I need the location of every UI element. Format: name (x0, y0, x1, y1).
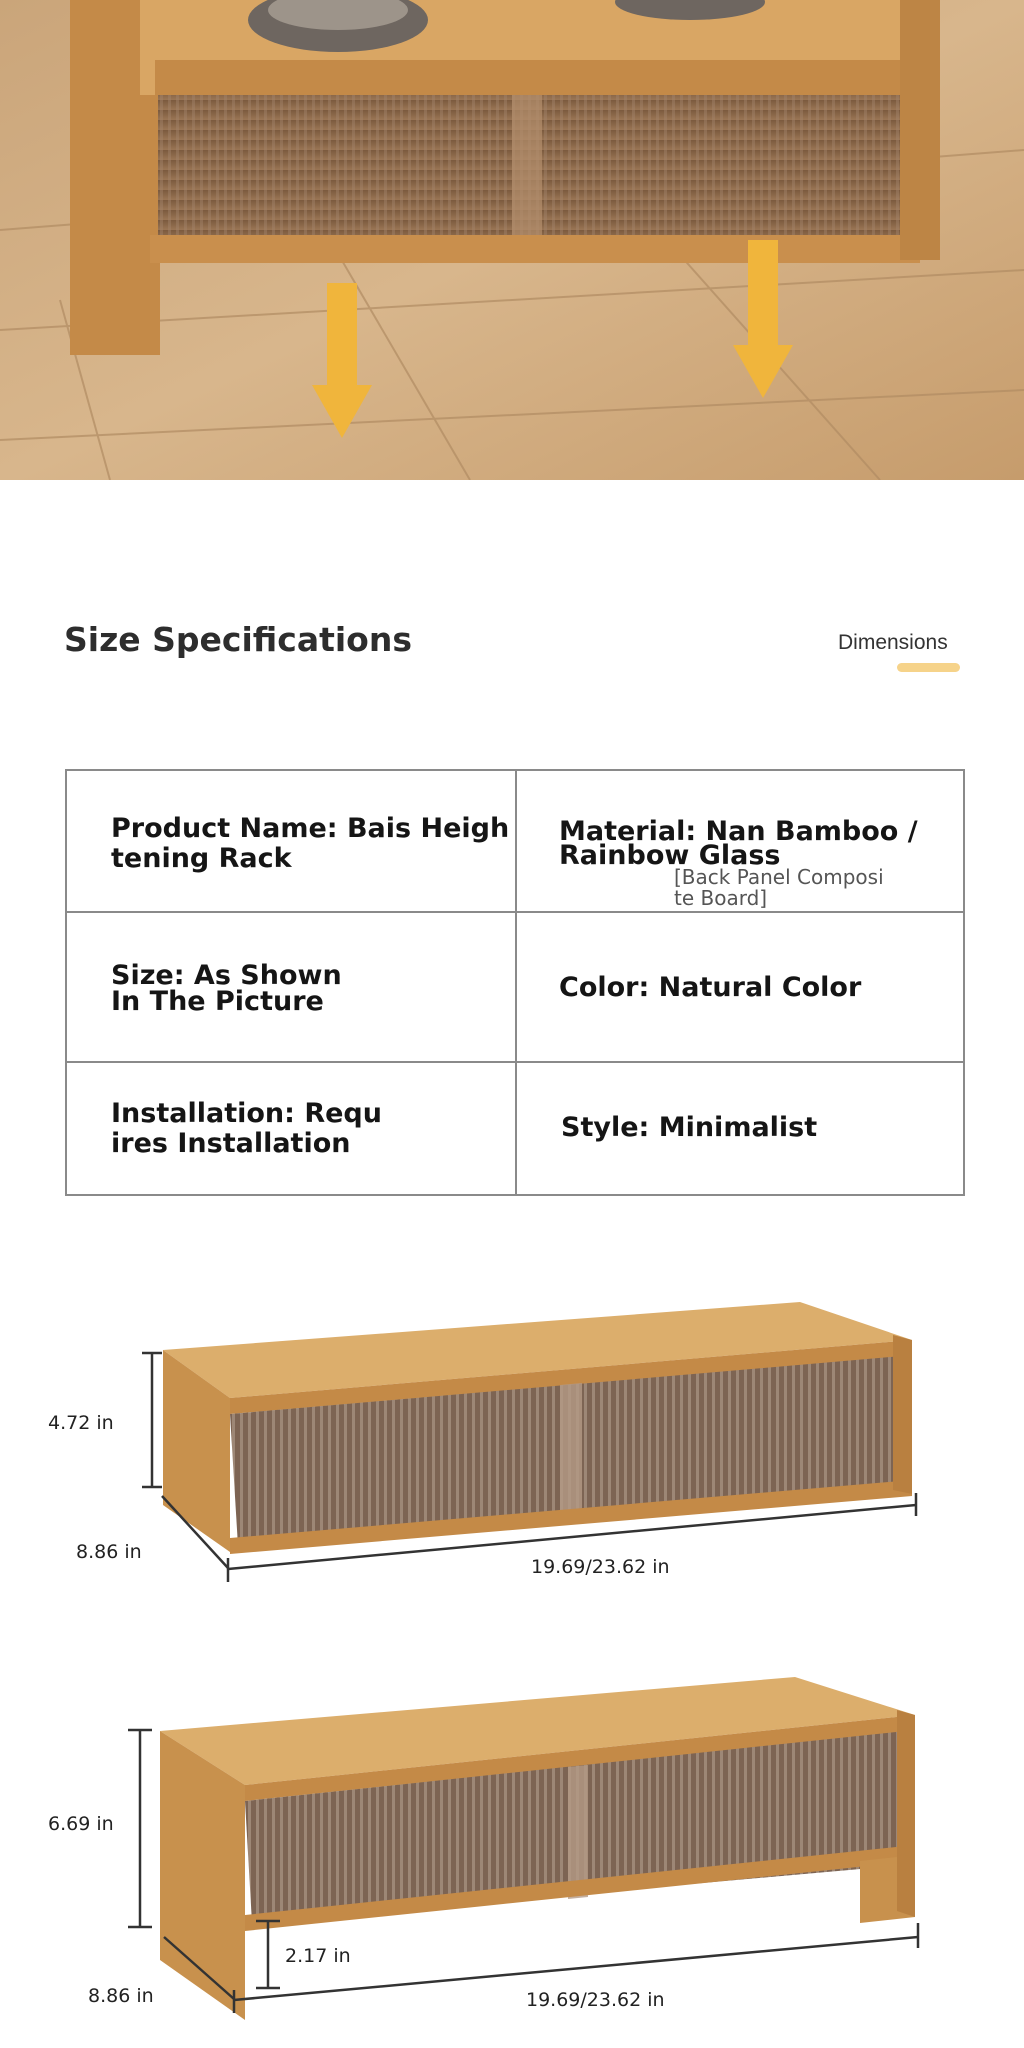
section-title: Size Specifications (64, 620, 412, 659)
dim-clearance: 2.17 in (285, 1945, 351, 1967)
spec-installation: Installation: Requ ires Installation (111, 1098, 382, 1159)
spec-color: Color: Natural Color (559, 972, 862, 1003)
rack-tall-drawing (0, 1665, 1024, 2035)
dim-height: 4.72 in (48, 1412, 114, 1434)
dimension-diagram-low (0, 1290, 1024, 1590)
dimensions-tag: Dimensions (838, 631, 948, 654)
spec-material-note: [Back Panel Composi te Board] (674, 865, 884, 910)
dim-depth: 8.86 in (76, 1541, 142, 1563)
dim-width: 19.69/23.62 in (526, 1989, 665, 2011)
rack-low-drawing (0, 1290, 1024, 1590)
dim-height: 6.69 in (48, 1813, 114, 1835)
spec-product-name: Product Name: Bais Heigh tening Rack (111, 813, 510, 874)
spec-material: Material: Nan Bamboo / Rainbow Glass (559, 816, 918, 871)
spec-cell-size (67, 913, 517, 1063)
spec-cell-color (517, 913, 965, 1063)
spec-table (65, 769, 965, 1196)
spec-cell-style (517, 1063, 965, 1194)
spec-cell-product-name (67, 771, 517, 913)
dimensions-underline (897, 663, 960, 672)
dim-width: 19.69/23.62 in (531, 1556, 670, 1578)
hero-photo (0, 0, 1024, 480)
spec-style: Style: Minimalist (561, 1112, 818, 1143)
spec-cell-material (517, 771, 965, 913)
spec-size: Size: As Shown In The Picture (111, 960, 342, 1017)
dim-depth: 8.86 in (88, 1985, 154, 2007)
spec-cell-installation (67, 1063, 517, 1194)
dimension-diagram-tall (0, 1665, 1024, 2035)
